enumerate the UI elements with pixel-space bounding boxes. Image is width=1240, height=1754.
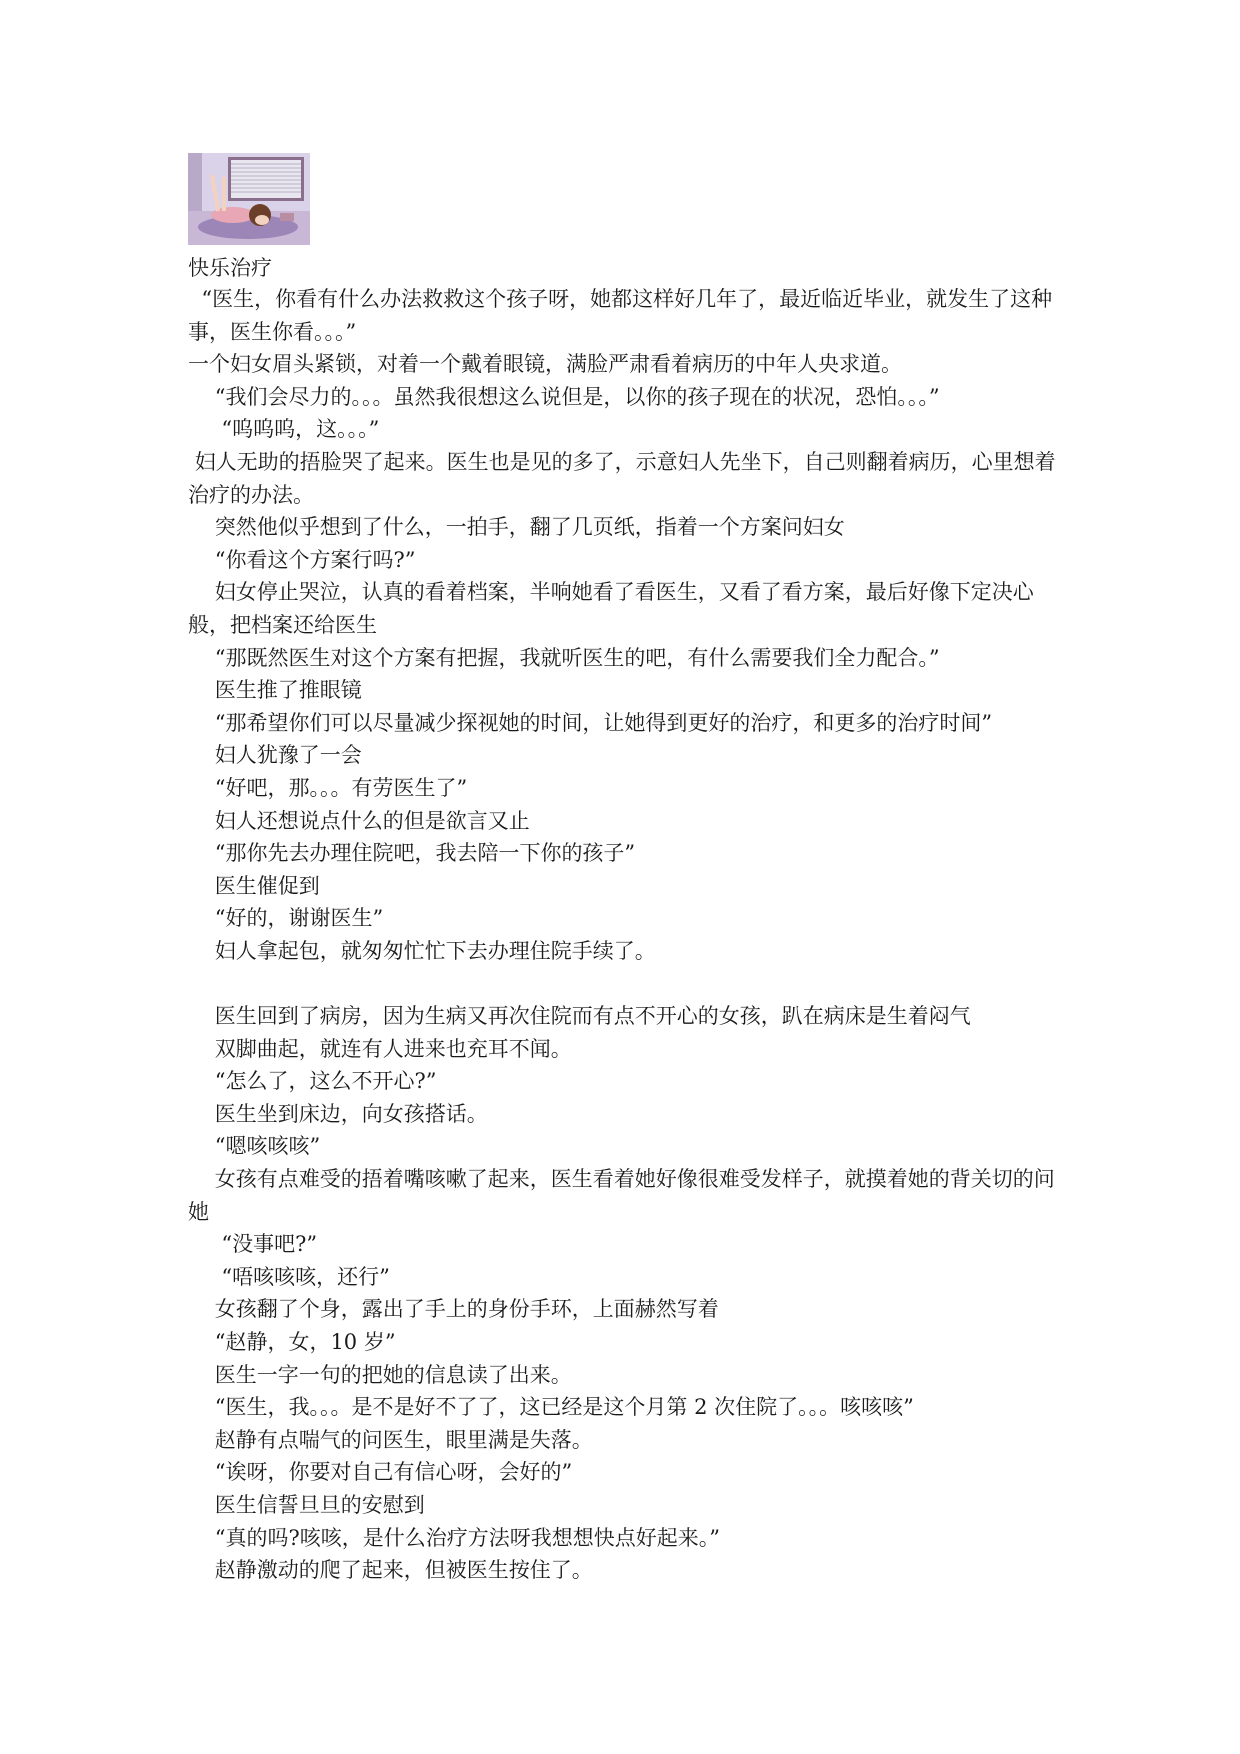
paragraph: “唔咳咳咳，还行” — [188, 1264, 390, 1289]
paragraph: “好的，谢谢医生” — [188, 906, 384, 931]
paragraph: 一个妇女眉头紧锁，对着一个戴着眼镜，满脸严肃看着病历的中年人央求道。 — [188, 352, 902, 377]
paragraph: 妇人犹豫了一会 — [188, 743, 362, 768]
paragraph: “好吧，那。。。有劳医生了” — [188, 775, 468, 800]
paragraph: 女孩有点难受的捂着嘴咳嗽了起来，医生看着她好像很难受发样子，就摸着她的背关切的问她 — [188, 1167, 1055, 1224]
paragraph: “嗯咳咳咳” — [188, 1134, 321, 1159]
paragraph: “没事吧?” — [188, 1232, 318, 1257]
paragraph: 女孩翻了个身，露出了手上的身份手环，上面赫然写着 — [188, 1297, 719, 1322]
paragraph: “医生，我。。。是不是好不了了，这已经是这个月第 2 次住院了。。。咳咳咳” — [188, 1395, 914, 1420]
paragraph: “怎么了，这么不开心?” — [188, 1069, 437, 1094]
paragraph: 医生信誓旦旦的安慰到 — [188, 1492, 425, 1517]
paragraph: “那既然医生对这个方案有把握，我就听医生的吧，有什么需要我们全力配合。” — [188, 645, 940, 670]
paragraph: 医生回到了病房，因为生病又再次住院而有点不开心的女孩，趴在病床是生着闷气 — [188, 1004, 971, 1029]
story-illustration — [188, 153, 310, 245]
paragraph: 赵静有点喘气的问医生，眼里满是失落。 — [188, 1427, 593, 1452]
paragraph: “赵静，女，10 岁” — [188, 1330, 396, 1354]
paragraph: 医生一字一句的把她的信息读了出来。 — [188, 1362, 572, 1387]
paragraph: 医生推了推眼镜 — [188, 678, 362, 703]
paragraph: 赵静激动的爬了起来，但被医生按住了。 — [188, 1558, 593, 1583]
paragraph: “诶呀，你要对自己有信心呀，会好的” — [188, 1460, 573, 1485]
paragraph: 妇人拿起包，就匆匆忙忙下去办理住院手续了。 — [188, 938, 656, 963]
paragraph: “那希望你们可以尽量减少探视她的时间，让她得到更好的治疗，和更多的治疗时间” — [188, 710, 993, 735]
paragraph: “呜呜呜，这。。。” — [188, 417, 380, 442]
paragraph: “真的吗?咳咳，是什么治疗方法呀我想想快点好起来。” — [188, 1525, 720, 1550]
paragraph: 妇人无助的捂脸哭了起来。医生也是见的多了，示意妇人先坐下，自己则翻着病历，心里想着治疗的办法。 — [188, 449, 1056, 507]
blank-line — [188, 967, 1068, 1000]
anime-girl-lying-on-bed-illustration — [188, 153, 310, 245]
paragraph: 妇女停止哭泣，认真的看着档案，半响她看了看医生，又看了看方案，最后好像下定决心般，把档案还给医生 — [188, 580, 1034, 637]
paragraph: 医生催促到 — [188, 873, 320, 898]
paragraph: “那你先去办理住院吧，我去陪一下你的孩子” — [188, 841, 636, 866]
paragraph: “医生，你看有什么办法救救这个孩子呀，她都这样好几年了，最近临近毕业，就发生了这种事，医生你看。。。” — [188, 287, 1053, 344]
paragraph: 突然他似乎想到了什么，一拍手，翻了几页纸，指着一个方案问妇女 — [188, 515, 845, 540]
paragraph: 医生坐到床边，向女孩搭话。 — [188, 1101, 488, 1126]
paragraph: “我们会尽力的。。。虽然我很想这么说但是，以你的孩子现在的状况，恐怕。。。” — [188, 384, 940, 409]
document-title: 快乐治疗 — [188, 256, 272, 280]
paragraph: 双脚曲起，就连有人进来也充耳不闻。 — [188, 1036, 572, 1061]
story-body — [188, 283, 1068, 1587]
paragraph: “你看这个方案行吗?” — [188, 547, 416, 572]
paragraph: 妇人还想说点什么的但是欲言又止 — [188, 808, 530, 833]
